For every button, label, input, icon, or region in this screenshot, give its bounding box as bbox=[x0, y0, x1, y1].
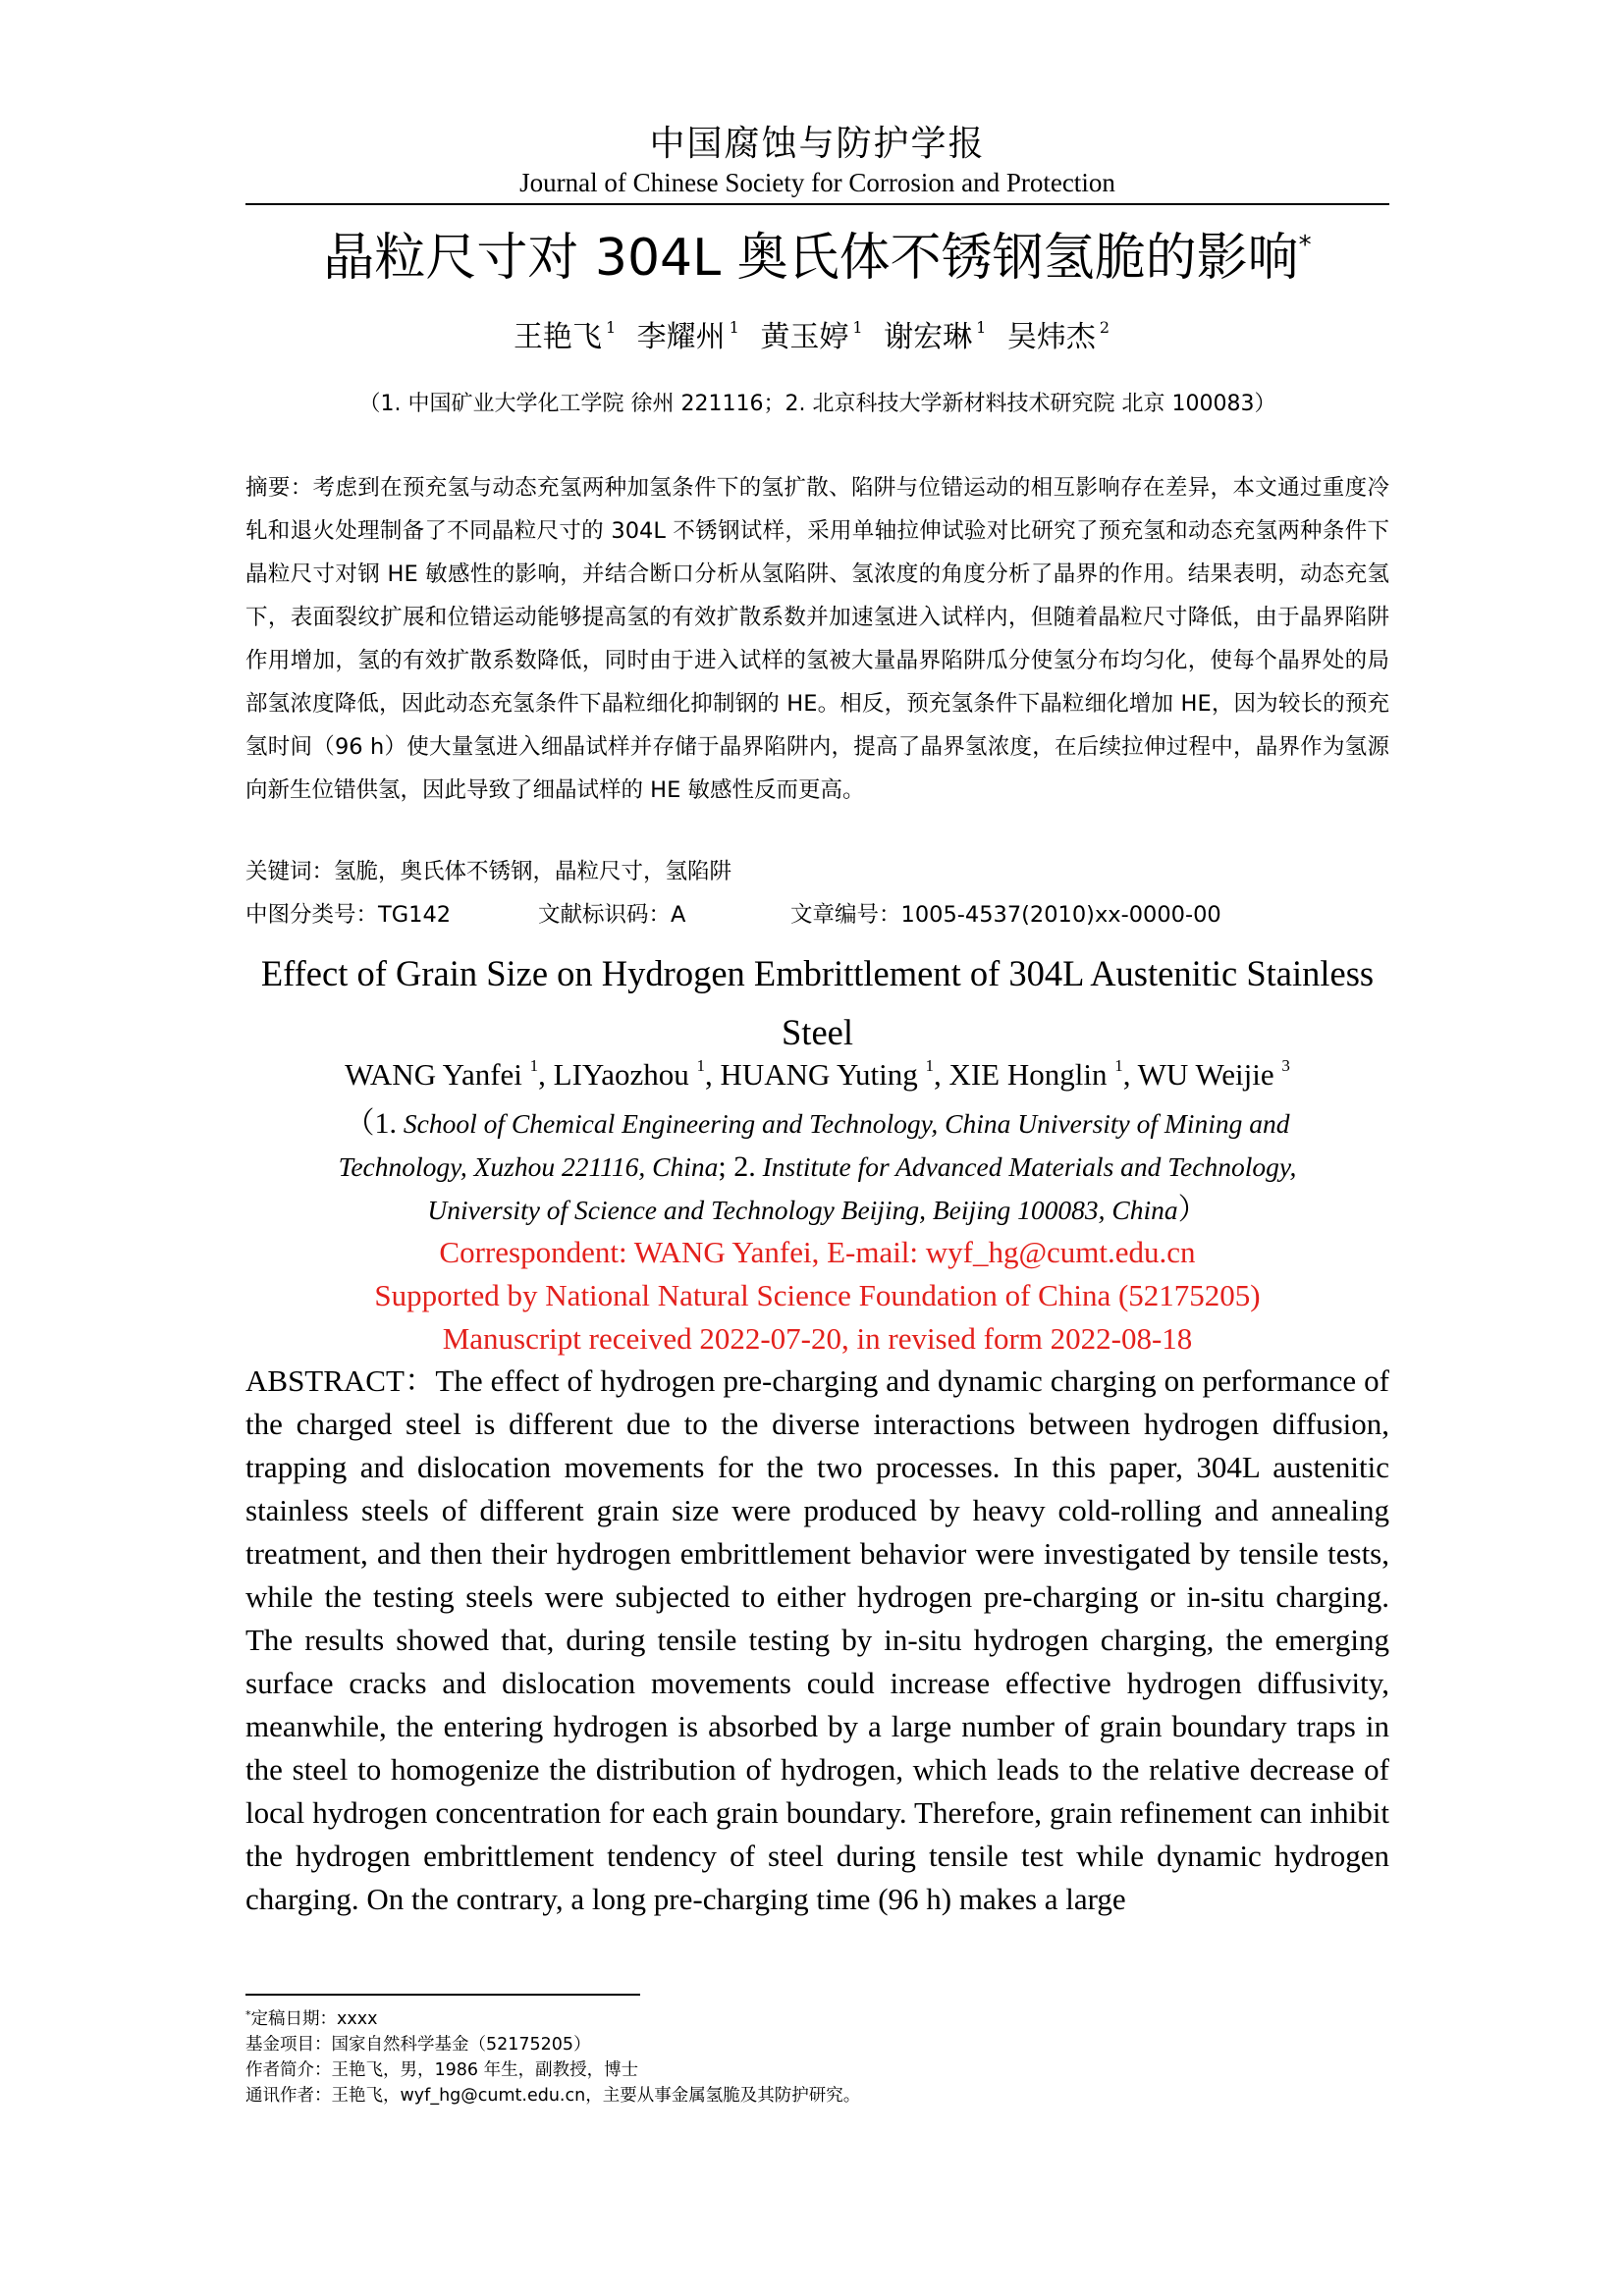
affiliation-cn: （1. 中国矿业大学化工学院 徐州 221116；2. 北京科技大学新材料技术研究院 北京 100083） bbox=[358, 392, 1276, 416]
footnote-final-date-text: 定稿日期：xxxx bbox=[250, 2009, 378, 2029]
author-affil-mark: 1 bbox=[925, 1056, 934, 1075]
correspondent-line: Correspondent: WANG Yanfei, E-mail: wyf_hg@cumt.edu.cn bbox=[439, 1235, 1196, 1269]
author-affil-mark: 1 bbox=[976, 318, 987, 337]
affil-number: 2. bbox=[733, 1150, 756, 1183]
footnote-final-date bbox=[245, 2002, 1389, 2032]
keywords-cn: 关键词：氢脆，奥氏体不锈钢，晶粒尺寸，氢陷阱 bbox=[245, 859, 732, 884]
document-code: 文献标识码：A bbox=[538, 902, 686, 928]
journal-title-cn: 中国腐蚀与防护学报 bbox=[649, 124, 986, 164]
affil-close-paren: ） bbox=[1177, 1194, 1208, 1226]
footnote-mark: * bbox=[245, 2008, 251, 2021]
author-en: WU Weijie bbox=[1137, 1057, 1274, 1092]
footnote-author-bio: 作者简介：王艳飞，男，1986 年生，副教授，博士 bbox=[245, 2060, 639, 2080]
paper-title-cn bbox=[245, 216, 1389, 290]
abstract-cn: 摘要：考虑到在预充氢与动态充氢两种加氢条件下的氢扩散、陷阱与位错运动的相互影响存在差异，本文通过重度冷轧和退火处理制备了不同晶粒尺寸的 304L 不锈钢试样，采用单轴拉伸试验对比研究了预充氢和动态充氢两种条件下晶粒尺寸对钢 HE 敏感性的影响，并结合断口分析从氢陷阱、氢浓度的角度分析了晶界的作用。结果表明，动态充氢下，表面裂纹扩展和位错运动能够提高氢的有效扩散系数并加速氢进入试样内，但随着晶粒尺寸降低，由于晶界陷阱作用增加，氢的有效扩散系数降低，同时由于进入试样的氢被大量晶界陷阱瓜分使氢分布均匀化，使每个晶界处的局部氢浓度降低，因此动态充氢条件下晶粒细化抑制钢的 HE。相反，预充氢条件下晶粒细化增加 HE，因为较长的预充氢时间（96 h）使大量氢进入细晶试样并存储于晶界陷阱内，提高了晶界氢浓度，在后续拉伸过程中，晶界作为氢源向新生位错供氢，因此导致了细晶试样的 HE 敏感性反而更高。 bbox=[245, 475, 1389, 803]
author-cn: 谢宏琳 bbox=[884, 320, 973, 354]
paper-title-en: Effect of Grain Size on Hydrogen Embrittlement of 304L Austenitic Stainless Steel bbox=[260, 953, 1375, 1052]
author-affil-mark: 1 bbox=[729, 318, 739, 337]
journal-title-en: Journal of Chinese Society for Corrosion and Protection bbox=[519, 168, 1115, 197]
submission-info bbox=[245, 1231, 1389, 1361]
abstract-en: ABSTRACT：The effect of hydrogen pre-charging and dynamic charging on performance of the charged steel is different due to the diverse interactions between hydrogen diffusion, trapping and dislocation movements for the two processes. In this paper, 304L austenitic stainless steels of different grain size were produced by heavy cold-rolling and annealing treatment, and then their hydrogen embrittlement behavior were investigated by tensile tests, while the testing steels were subjected to either hydrogen pre-charging or in-situ charging. The results showed that, during tensile testing by in-situ hydrogen charging, the emerging surface cracks and dislocation movements could increase effective hydrogen diffusivity, meanwhile, the entering hydrogen is absorbed by a large number of grain boundary traps in the steel to homogenize the distribution of hydrogen, which leads to the relative decrease of local hydrogen concentration for each grain boundary. Therefore, grain refinement can inhibit the hydrogen embrittlement tendency of steel during tensile test while dynamic hydrogen charging. On the contrary, a long pre-charging time (96 h) makes a large bbox=[245, 1363, 1389, 1916]
footnotes bbox=[245, 2002, 1389, 2109]
manuscript-dates-line: Manuscript received 2022-07-20, in revised form 2022-08-18 bbox=[442, 1321, 1193, 1356]
affil-open-paren: （ bbox=[345, 1107, 375, 1140]
author-cn: 王艳飞 bbox=[513, 320, 602, 354]
author-list-cn bbox=[245, 312, 1389, 355]
author-cn: 吴炜杰 bbox=[1006, 320, 1096, 354]
author-affil-mark: 1 bbox=[605, 318, 617, 337]
author-affil-mark: 1 bbox=[529, 1056, 539, 1075]
author-en: XIE Honglin bbox=[948, 1057, 1108, 1092]
author-cn: 李耀州 bbox=[636, 320, 726, 354]
footnote-fund: 基金项目：国家自然科学基金（52175205） bbox=[245, 2035, 591, 2055]
article-number: 文章编号：1005-4537(2010)xx-0000-00 bbox=[790, 902, 1221, 928]
clc-number: 中图分类号：TG142 bbox=[245, 902, 452, 928]
affil-separator: ; bbox=[718, 1150, 734, 1183]
funding-line: Supported by National Natural Science Foundation of China (52175205) bbox=[374, 1278, 1261, 1312]
affil-text: School of Chemical Engineering and Technology, China University of Mining and Technology, Xuzhou 221116, China bbox=[338, 1108, 1290, 1182]
author-affil-mark: 1 bbox=[852, 318, 863, 337]
header-rule bbox=[245, 203, 1389, 205]
author-affil-mark: 3 bbox=[1281, 1056, 1290, 1075]
author-cn: 黄玉婷 bbox=[760, 320, 849, 354]
author-affil-mark: 2 bbox=[1099, 318, 1110, 337]
author-affil-mark: 1 bbox=[1114, 1056, 1123, 1075]
affil-number: 1. bbox=[374, 1107, 398, 1140]
author-en: HUANG Yuting bbox=[720, 1057, 918, 1092]
paper-title-cn-text: 晶粒尺寸对 304L 奥氏体不锈钢氢脆的影响 bbox=[323, 229, 1299, 288]
affil-text: Institute for Advanced Materials and Technology, University of Science and Technology Beijing, Beijing 100083, China bbox=[427, 1151, 1297, 1225]
author-list-en: WANG Yanfei $^1$, LIYaozhou $^1$, HUANG Yuting $^1$, XIE Honglin $^1$, WU Weijie $^3$ bbox=[345, 1056, 1290, 1092]
footnote-correspondent: 通讯作者：王艳飞，wyf_hg@cumt.edu.cn，主要从事金属氢脆及其防护研究。 bbox=[245, 2086, 861, 2106]
title-footnote-mark: * bbox=[1298, 231, 1312, 260]
author-affil-mark: 1 bbox=[696, 1056, 705, 1075]
author-en: LIYaozhou bbox=[553, 1057, 689, 1092]
affiliation-en bbox=[285, 1102, 1350, 1232]
author-en: WANG Yanfei bbox=[345, 1057, 522, 1092]
footnote-rule bbox=[245, 1994, 640, 1996]
